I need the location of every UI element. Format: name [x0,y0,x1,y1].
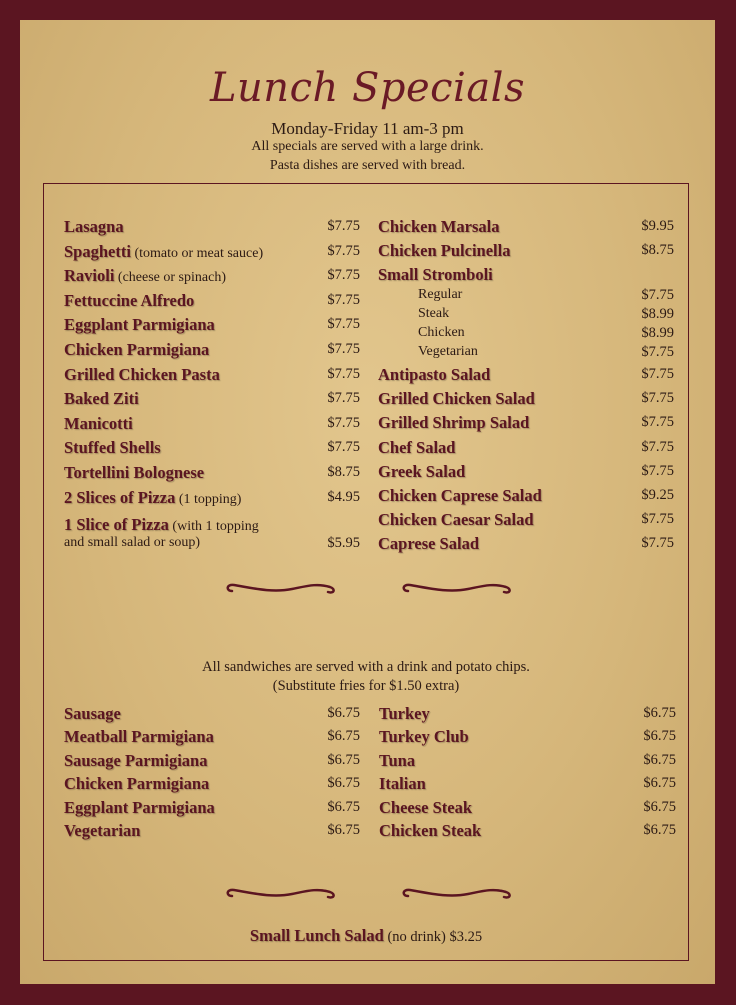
menu-item [64,463,204,483]
menu-item-price: $4.95 [327,488,360,505]
sandwich-price: $6.75 [643,705,676,721]
hours-text: Monday-Friday 11 am-3 pm [271,119,464,138]
menu-item [64,242,263,262]
menu-item-name: Chicken Caprese Salad [378,486,542,505]
menu-item-name: Grilled Shrimp Salad [378,413,530,433]
sandwich-price: $6.75 [643,775,676,792]
menu-item-name: Chicken Parmigiana [64,340,210,359]
menu-item-name: Chicken Caesar Salad [378,510,534,530]
sandwich-price: $6.75 [327,775,360,792]
sandwich-intro: All sandwiches are served with a drink and potato chips. [202,659,530,675]
stromboli-option: Vegetarian [418,344,478,359]
sandwich-name: Turkey Club [379,727,469,747]
menu-item-name: Fettuccine Alfredo [64,290,195,310]
menu-item-price: $7.75 [641,438,674,455]
menu-item-price: $8.75 [327,464,360,480]
menu-item-price: $7.75 [641,535,674,552]
sandwich-name: Chicken Parmigiana [64,774,210,794]
menu-item-price: $7.75 [327,218,360,234]
menu-item-name: Chef Salad [378,437,456,457]
menu-item-name: Antipasto Salad [378,365,491,384]
menu-title: Lunch Specials [209,65,525,111]
menu-item-name: Chicken Marsala [378,217,500,236]
menu-item-price: $7.75 [641,414,674,431]
sandwich-price: $6.75 [643,728,676,745]
sandwich-price: $6.75 [643,751,676,768]
menu-item-name: Tortellini Bolognese [64,463,205,482]
menu-item-name: Spaghetti [64,241,131,261]
menu-item [64,488,241,508]
menu-item-name: Grilled Chicken Salad [378,389,535,409]
sandwich-price: $6.75 [643,798,676,815]
menu-box [43,183,689,961]
sandwich-price: $6.75 [327,751,360,768]
sandwich-name: Italian [379,774,426,794]
menu-item-name: Greek Salad [378,461,466,481]
sandwich-price: $6.75 [327,822,360,838]
sandwich-fries-note: (Substitute fries for $1.50 extra) [272,678,460,694]
menu-item-price: $7.75 [327,439,360,456]
menu-item [64,414,133,434]
drink-note: All specials are served with a large drink. [251,139,484,154]
sandwich-name: Meatball Parmigiana [64,727,214,747]
menu-item [64,340,209,360]
menu-item-one-slice-note: and small salad or soup) [64,535,201,550]
sandwich-name: Sausage [64,704,121,723]
stromboli-option: Chicken [418,325,465,340]
menu-item-price: $9.95 [641,218,674,234]
menu-item-price: $7.75 [641,462,674,479]
menu-item-price: $7.75 [327,242,360,259]
menu-item-note: (tomato or meat sauce) [130,245,264,261]
menu-item-price: $7.75 [641,390,674,407]
menu-item-one-slice: 1 Slice of Pizza (with 1 topping [64,515,259,534]
small-lunch-salad: Small Lunch Salad (no drink) $3.25 [249,926,483,945]
menu-item-name: 2 Slices of Pizza [64,487,176,507]
menu-item-one-slice-price: $5.95 [327,535,360,551]
menu-item-note: (cheese or spinach) [114,270,226,286]
menu-item [64,217,124,237]
menu-item-name: Stuffed Shells [64,438,161,458]
menu-item-price: $7.75 [327,267,360,284]
menu-item [64,266,226,286]
menu-item [64,291,194,311]
sandwich-price: $6.75 [327,728,360,745]
menu-item-price: $7.75 [641,366,674,382]
menu-page [20,20,715,984]
sandwich-price: $6.75 [327,705,360,721]
menu-item-price: $7.75 [327,316,360,333]
menu-item-name: Baked Ziti [64,389,139,409]
stromboli-option-price: $8.99 [641,306,674,322]
menu-item-price: $7.75 [327,414,360,431]
sandwich-name: Sausage Parmigiana [64,750,208,770]
menu-item-price: $7.75 [641,511,674,528]
menu-item-price: $7.75 [327,390,360,407]
sandwich-name: Cheese Steak [379,797,473,817]
menu-item-name: Ravioli [64,266,115,286]
menu-item-name: Grilled Chicken Pasta [64,364,220,384]
sandwich-name: Chicken Steak [379,821,482,840]
stromboli-option-price: $8.99 [641,325,674,341]
flourish-divider-left [222,579,340,599]
menu-item-name: Eggplant Parmigiana [64,315,215,335]
flourish-divider-right-2 [398,884,516,904]
menu-item [64,365,220,385]
stromboli-option: Steak [418,306,450,321]
sandwich-name: Turkey [379,704,430,723]
menu-item-name: Caprese Salad [378,534,479,554]
menu-item-name: Lasagna [64,217,124,236]
sandwich-name: Vegetarian [64,821,141,840]
sandwich-price: $6.75 [327,798,360,815]
sandwich-name: Eggplant Parmigiana [64,797,215,817]
menu-item-name: Chicken Pulcinella [378,241,511,260]
stromboli-option: Regular [418,287,463,302]
flourish-divider-left-2 [222,884,340,904]
menu-item-price: $8.75 [641,242,674,258]
flourish-divider-right [398,579,516,599]
menu-item-price: $7.75 [327,291,360,308]
menu-item [64,389,139,409]
stromboli-option-price: $7.75 [641,344,674,360]
sandwich-price: $6.75 [643,822,676,838]
menu-item-price: $7.75 [327,341,360,357]
menu-item-price: $9.25 [641,487,674,503]
menu-item [64,438,161,458]
menu-item-note: (1 topping) [175,491,242,507]
menu-item-price: $7.75 [327,365,360,382]
stromboli-option-price: $7.75 [641,287,674,303]
menu-item [64,315,215,335]
bread-note: Pasta dishes are served with bread. [269,158,466,173]
sandwich-name: Tuna [379,750,416,770]
stromboli-heading: Small Stromboli [378,265,493,284]
menu-item-name: Manicotti [64,413,133,433]
